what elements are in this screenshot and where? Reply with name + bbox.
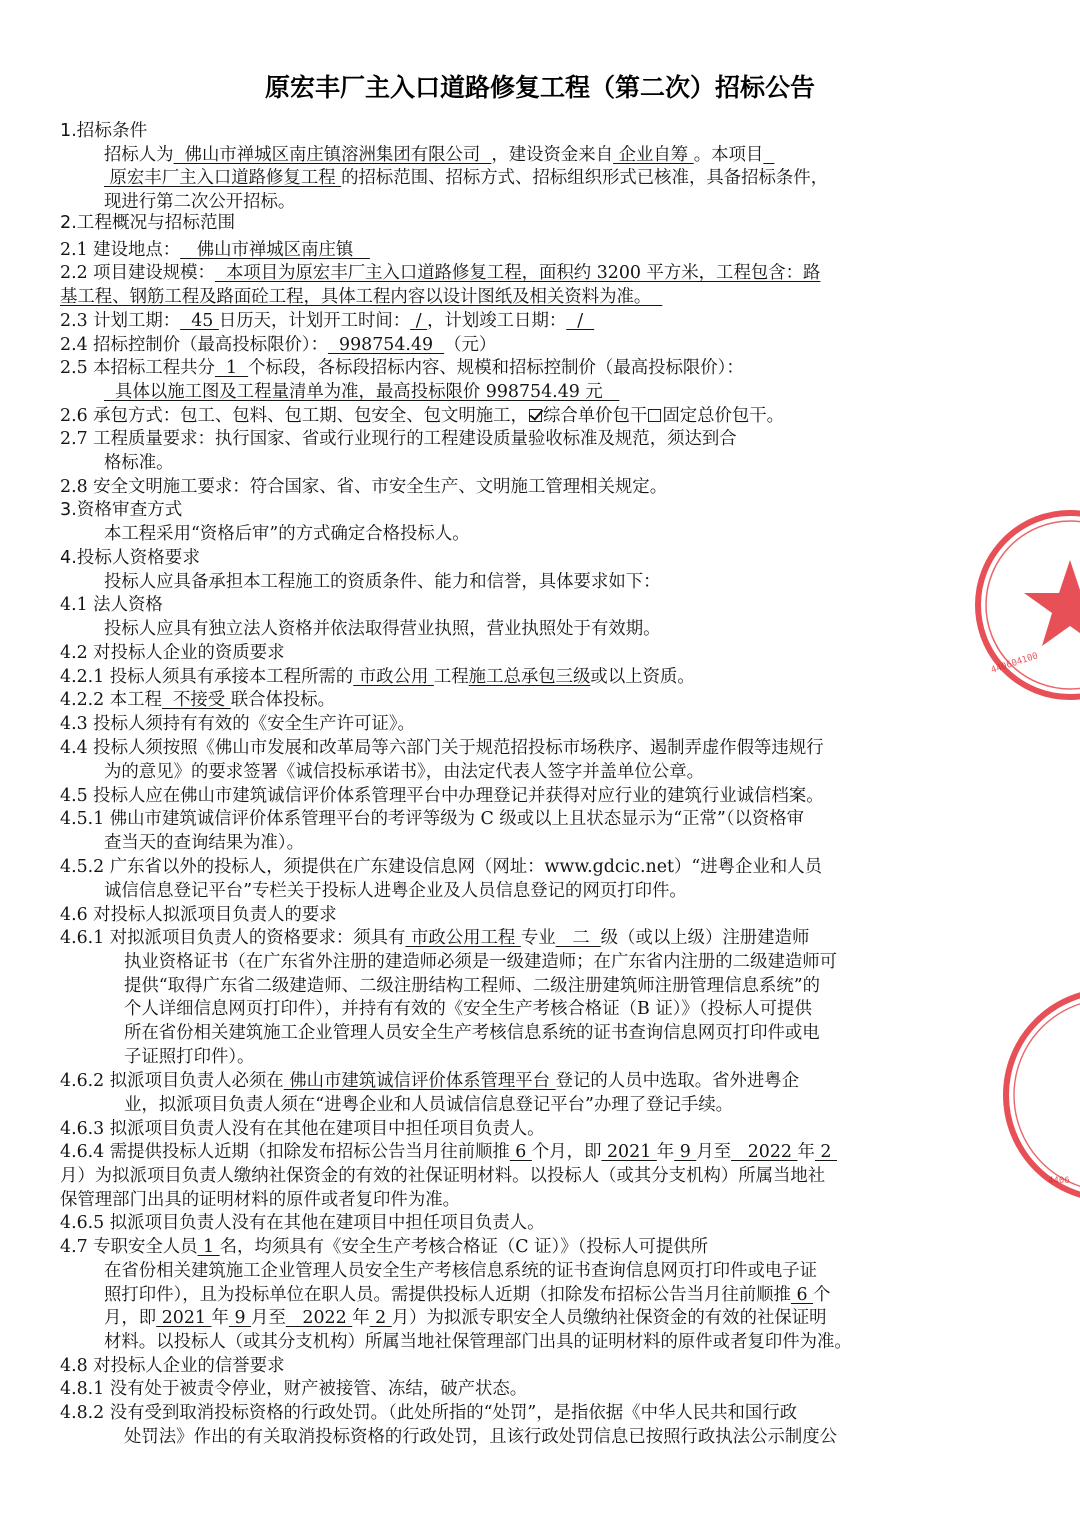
text-line — [60, 785, 824, 807]
text-line — [60, 1118, 545, 1140]
text: 1.招标条件 — [60, 121, 148, 141]
text: 2.2 项目建设规模： — [60, 263, 215, 283]
text: 联合体投标。 — [230, 690, 336, 710]
filled-field: / — [566, 311, 595, 331]
text-line — [60, 1212, 545, 1234]
text-line — [60, 428, 737, 450]
text: 2.工程概况与招标范围 — [60, 213, 236, 233]
text: 查当天的查询结果为准）。 — [104, 833, 304, 853]
text-line — [104, 191, 295, 213]
text-line — [60, 594, 163, 616]
filled-field: 9 — [674, 1142, 697, 1162]
text: 4.6.1 对拟派项目负责人的资格要求：须具有 — [60, 928, 406, 948]
text-line — [124, 1046, 254, 1068]
text-line — [124, 975, 820, 997]
text-line — [104, 1307, 827, 1329]
filled-field: 二 — [555, 928, 601, 948]
text-line — [124, 1426, 837, 1448]
text: 月）为拟派专职安全人员缴纳社保资金的有效的社保证明 — [391, 1308, 827, 1328]
text-line — [124, 951, 837, 973]
text-line — [60, 1141, 837, 1163]
text: 4.2.1 投标人须具有承接本工程所需的 — [60, 667, 354, 687]
text: 4.6.5 拟派项目负责人没有在其他在建项目中担任项目负责人。 — [60, 1213, 545, 1233]
text: 4.8.2 没有受到取消投标资格的行政处罚。（此处所指的“处罚”，是指依据《中华人民共和国行政 — [60, 1403, 798, 1423]
text: 投标人应具有独立法人资格并依法取得营业执照，营业执照处于有效期。 — [104, 619, 661, 639]
text: ，计划竣工日期： — [427, 311, 567, 331]
section-heading — [60, 499, 182, 521]
filled-field: 施工总承包三级 — [468, 667, 591, 687]
text: 个标段，各标段招标内容、规模和招标控制价（最高投标限价）： — [248, 358, 744, 378]
page-title: 原宏丰厂主入口道路修复工程（第二次）招标公告 — [264, 73, 815, 102]
text-line — [60, 689, 335, 711]
filled-field: 6 — [790, 1285, 814, 1305]
text: 2.7 工程质量要求：执行国家、省或行业现行的工程建设质量验收标准及规范，须达到合 — [60, 429, 737, 449]
text-line — [60, 286, 662, 308]
text: 月至 — [251, 1308, 286, 1328]
text: 招标人为 — [104, 145, 174, 165]
filled-field: 佛山市建筑诚信评价体系管理平台 — [283, 1071, 556, 1091]
text: 的招标范围、招标方式、招标组织形式已核准，具备招标条件， — [341, 168, 829, 188]
text: 4.8.1 没有处于被责令停业，财产被接管、冻结，破产状态。 — [60, 1379, 528, 1399]
text-line — [104, 523, 470, 545]
filled-field: 企业自筹 — [613, 145, 694, 165]
seal-code: 4406 — [1048, 1176, 1070, 1186]
text: 提供“取得广东省二级建造师、二级注册结构工程师、二级注册建筑师注册管理信息系统”的 — [124, 976, 821, 996]
text: 格标准。 — [104, 453, 174, 473]
text: 2.3 计划工期： — [60, 311, 181, 331]
filled-field: 具体以施工图及工程量清单为准，最高投标限价 998754.49 元 — [104, 382, 620, 402]
project-seal — [990, 985, 1080, 1285]
text-line — [60, 476, 667, 498]
text-line — [104, 761, 704, 783]
text: 照打印件），且为投标单位在职人员。需提供投标人近期（扣除发布招标公告当月往前顺推 — [104, 1285, 791, 1305]
text: 2.8 安全文明施工要求：符合国家、省、市安全生产、文明施工管理相关规定。 — [60, 477, 668, 497]
text: 保管理部门出具的证明材料的原件或者复印件为准。 — [60, 1190, 460, 1210]
text: 名，均须具有《安全生产考核合格证（C 证）》（投标人可提供所 — [219, 1237, 709, 1257]
text: 。本项目 — [693, 145, 764, 165]
text: 2.6 承包方式：包工、包料、包工期、包安全、包文明施工， — [60, 406, 528, 426]
text: 或以上资质。 — [590, 667, 695, 687]
text-line — [60, 239, 370, 261]
filled-field: 2022 — [731, 1142, 798, 1162]
text-line — [104, 880, 687, 902]
text-line — [104, 618, 661, 640]
text-line — [60, 1378, 527, 1400]
filled-field: 2021 — [156, 1308, 212, 1328]
text: 4.3 投标人须持有有效的《安全生产许可证》。 — [60, 714, 415, 734]
text: 个 — [813, 1285, 831, 1305]
text: 综合单价包干 — [542, 406, 648, 426]
text: 材料。以投标人（或其分支机构）所属当地社保管理部门出具的证明材料的原件或者复印件为准。 — [104, 1332, 852, 1352]
text: 3.资格审查方式 — [60, 500, 183, 520]
text-line — [60, 1189, 460, 1211]
text-line — [124, 1094, 733, 1116]
text-line — [104, 1260, 817, 1282]
text: 工程 — [433, 667, 469, 687]
text-line — [124, 1022, 820, 1044]
text: 4.5.2 广东省以外的投标人，须提供在广东建设信息网（网址：www.gdcic.net）“进粤企业和人员 — [60, 857, 822, 877]
text: 级（或以上级）注册建造师 — [600, 928, 810, 948]
text-line — [104, 832, 304, 854]
text: 登记的人员中选取。省外进粤企 — [555, 1071, 800, 1091]
text: 专业 — [520, 928, 556, 948]
text: 4.8 对投标人企业的信誉要求 — [60, 1356, 285, 1376]
filled-field: 6 — [509, 1142, 532, 1162]
text: 在省份相关建筑施工企业管理人员安全生产考核信息系统的证书查询信息网页打印件或电子证 — [104, 1261, 818, 1281]
filled-field: 佛山市禅城区南庄镇溶洲集团有限公司 — [173, 145, 492, 165]
text-line — [60, 642, 284, 664]
text: 为的意见》的要求签署《诚信投标承诺书》，由法定代表人签字并盖单位公章。 — [104, 762, 704, 782]
text: 4.6.2 拟派项目负责人必须在 — [60, 1071, 284, 1091]
text-line — [60, 1402, 797, 1424]
text: 个月，即 — [531, 1142, 602, 1162]
section-heading — [60, 547, 200, 569]
text: 月）为拟派项目负责人缴纳社保资金的有效的社保证明材料。以投标人（或其分支机构）所属当地社 — [60, 1166, 826, 1186]
text-line — [60, 856, 822, 878]
filled-field: / — [410, 311, 428, 331]
text-line — [104, 571, 661, 593]
text-line — [60, 1165, 825, 1187]
filled-field: 45 — [180, 311, 219, 331]
text: 2.4 招标控制价（最高投标限价）： — [60, 335, 328, 355]
filled-field: 2021 — [601, 1142, 657, 1162]
text-line — [104, 1284, 830, 1306]
text: 年 — [211, 1308, 229, 1328]
checked-box — [529, 409, 542, 422]
text: 4.6.3 拟派项目负责人没有在其他在建项目中担任项目负责人。 — [60, 1119, 545, 1139]
filled-field: 2 — [369, 1308, 392, 1328]
text: 2.1 建设地点： — [60, 240, 181, 260]
text: 处罚法》作出的有关取消投标资格的行政处罚，且该行政处罚信息已按照行政执法公示制度公 — [124, 1427, 838, 1447]
seal-code: 440604100 — [989, 651, 1040, 676]
filled-field: 1 — [214, 358, 249, 378]
text: 现进行第二次公开招标。 — [104, 192, 296, 212]
filled-field: 佛山市禅城区南庄镇 — [180, 240, 370, 260]
text-line — [60, 357, 744, 379]
text: 2.5 本招标工程共分 — [60, 358, 215, 378]
text: 4.1 法人资格 — [60, 595, 163, 615]
text: 所在省份相关建筑施工企业管理人员安全生产考核信息系统的证书查询信息网页打印件或电 — [124, 1023, 820, 1043]
text: 4.7 专职安全人员 — [60, 1237, 198, 1257]
text-line — [104, 144, 774, 166]
text: 诚信信息登记平台”专栏关于投标人进粤企业及人员信息登记的网页打印件。 — [104, 881, 687, 901]
text: 月，即 — [104, 1308, 157, 1328]
filled-field — [763, 145, 774, 165]
filled-field: 998754.49 — [327, 335, 445, 355]
filled-field: 2 — [814, 1142, 838, 1162]
text: 子证照打印件）。 — [124, 1047, 255, 1067]
section-heading — [60, 120, 147, 142]
text-line — [60, 334, 496, 356]
text: 4.投标人资格要求 — [60, 548, 200, 568]
text: 4.2 对投标人企业的资质要求 — [60, 643, 285, 663]
filled-field: 1 — [197, 1237, 220, 1257]
text-line — [124, 998, 812, 1020]
text: 年 — [797, 1142, 815, 1162]
text: 业，拟派项目负责人须在“进粤企业和人员诚信信息登记平台”办理了登记手续。 — [124, 1095, 734, 1115]
text-line — [60, 1355, 284, 1377]
section-heading — [60, 212, 235, 234]
text: 4.5 投标人应在佛山市建筑诚信评价体系管理平台中办理登记并获得对应行业的建筑行业诚信档案。 — [60, 786, 824, 806]
text: 年 — [352, 1308, 370, 1328]
text-line — [60, 405, 784, 427]
text: 执业资格证书（在广东省外注册的建造师必须是一级建造师；在广东省内注册的二级建造师可 — [124, 952, 838, 972]
filled-field: 不接受 — [161, 690, 231, 710]
unchecked-box — [648, 409, 661, 422]
text-line — [60, 927, 809, 949]
text: 月至 — [696, 1142, 732, 1162]
text-line — [104, 1331, 852, 1353]
text: 固定总价包干。 — [662, 406, 785, 426]
text: ，建设资金来自 — [491, 145, 614, 165]
text: 年 — [656, 1142, 675, 1162]
company-seal — [930, 505, 1080, 705]
filled-field: 9 — [228, 1308, 252, 1328]
text-line — [60, 737, 824, 759]
filled-field: 本项目为原宏丰厂主入口道路修复工程，面积约 3200 平方米，工程包含：路 — [214, 263, 821, 283]
text: 个人详细信息网页打印件），并持有有效的《安全生产考核合格证（B 证）》（投标人可提供 — [124, 999, 812, 1019]
filled-field: 市政公用 — [353, 667, 434, 687]
text-line — [60, 904, 337, 926]
text-line — [60, 666, 695, 688]
text: 4.6.4 需提供投标人近期（扣除发布招标公告当月往前顺推 — [60, 1142, 510, 1162]
text: 投标人应具备承担本工程施工的资质条件、能力和信誉，具体要求如下： — [104, 572, 661, 592]
filled-field: 2022 — [285, 1308, 353, 1328]
filled-field: 基工程、钢筋工程及路面砼工程，具体工程内容以设计图纸及相关资料为准。 — [60, 287, 663, 307]
text: 4.4 投标人须按照《佛山市发展和改革局等六部门关于规范招投标市场秩序、遏制弄虚作假等违规行 — [60, 738, 824, 758]
text-line — [60, 713, 415, 735]
filled-field: 原宏丰厂主入口道路修复工程 — [104, 168, 342, 188]
text-line — [60, 262, 820, 284]
text-line — [104, 381, 619, 403]
text-line — [104, 452, 174, 474]
text-line — [60, 808, 804, 830]
text-line — [104, 167, 828, 189]
text-line — [60, 310, 594, 332]
text: 4.2.2 本工程 — [60, 690, 162, 710]
text: 4.6 对投标人拟派项目负责人的要求 — [60, 905, 337, 925]
text-line — [60, 1070, 799, 1092]
text: （元） — [444, 335, 497, 355]
text: 日历天，计划开工时间： — [218, 311, 411, 331]
text-line — [60, 1236, 708, 1258]
text: 本工程采用“资格后审”的方式确定合格投标人。 — [104, 524, 470, 544]
text: 4.5.1 佛山市建筑诚信评价体系管理平台的考评等级为 C 级或以上且状态显示为“正常”（以资格审 — [60, 809, 805, 829]
filled-field: 市政公用工程 — [405, 928, 521, 948]
